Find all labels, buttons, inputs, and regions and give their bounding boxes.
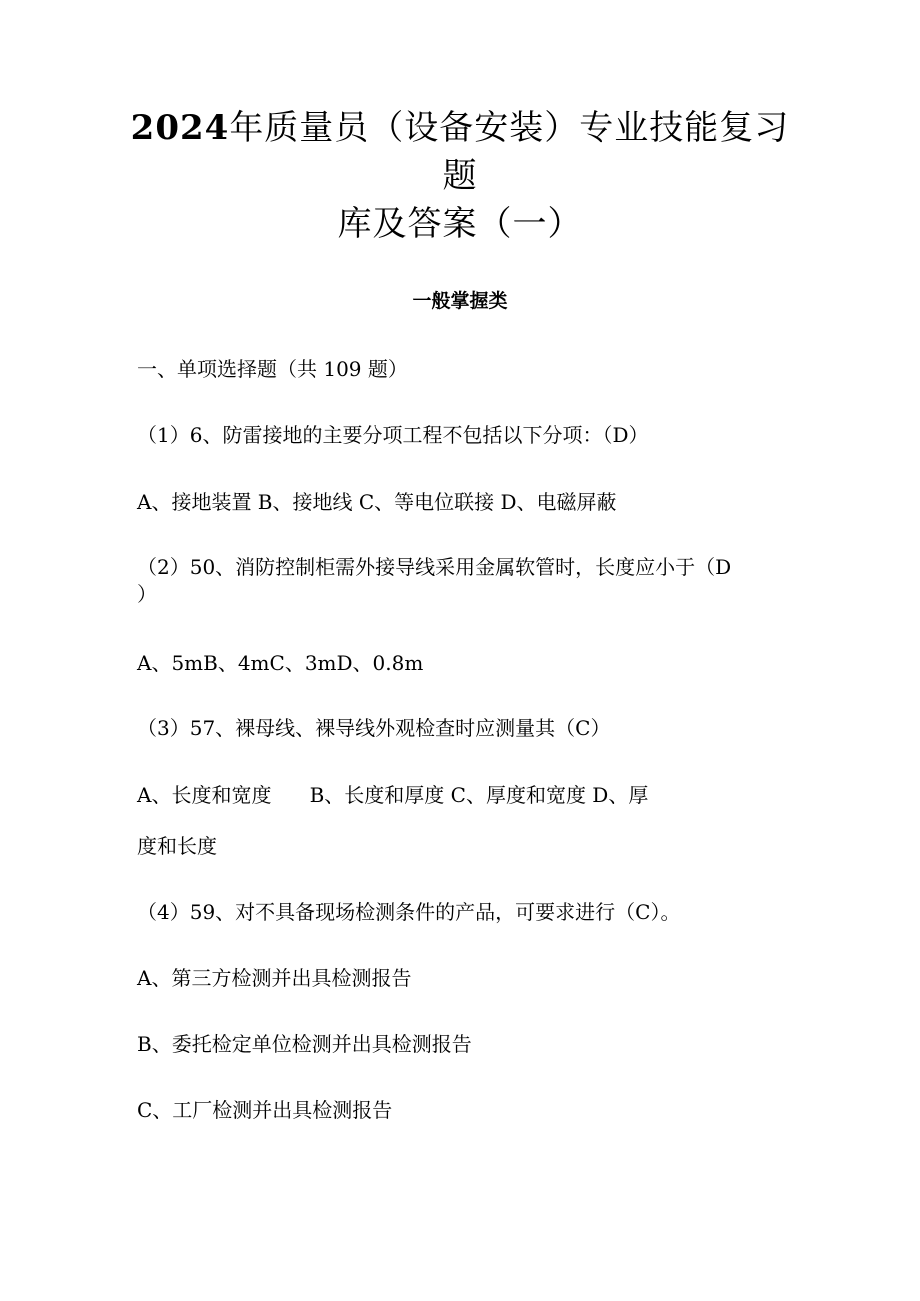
question-2-options: A、5mB、4mC、3mD、0.8m <box>137 651 424 675</box>
question-3-options: A、长度和宽度 B、长度和厚度 C、厚度和宽度 D、厚 <box>137 783 649 807</box>
question-3: （3）57、裸母线、裸导线外观检查时应测量其（C） <box>137 716 611 740</box>
question-4-option-a: A、第三方检测并出具检测报告 <box>137 966 412 990</box>
title-text: 年质量员（设备安装）专业技能复习 <box>229 108 790 148</box>
question-1: （1）6、防雷接地的主要分项工程不包括以下分项：（D） <box>137 423 649 447</box>
question-4-option-c: C、工厂检测并出具检测报告 <box>137 1098 393 1122</box>
question-4: （4）59、对不具备现场检测条件的产品，可要求进行（C）。 <box>137 900 681 924</box>
document-title-line-3: 库及答案（一） <box>337 204 583 244</box>
part-heading: 一、单项选择题（共 109 题） <box>137 357 408 381</box>
question-4-option-b: B、委托检定单位检测并出具检测报告 <box>137 1032 472 1056</box>
question-2-continuation: ） <box>137 582 157 606</box>
document-title-line-2: 题 <box>442 156 478 196</box>
question-1-options: A、接地装置 B、接地线 C、等电位联接 D、电磁屏蔽 <box>137 490 617 514</box>
document-title-line-1 <box>0 106 920 150</box>
question-2: （2）50、消防控制柜需外接导线采用金属软管时，长度应小于（D <box>137 555 732 579</box>
question-3-options-continuation: 度和长度 <box>137 834 217 858</box>
title-year: 2024 <box>130 108 230 148</box>
section-title: 一般掌握类 <box>412 290 508 312</box>
